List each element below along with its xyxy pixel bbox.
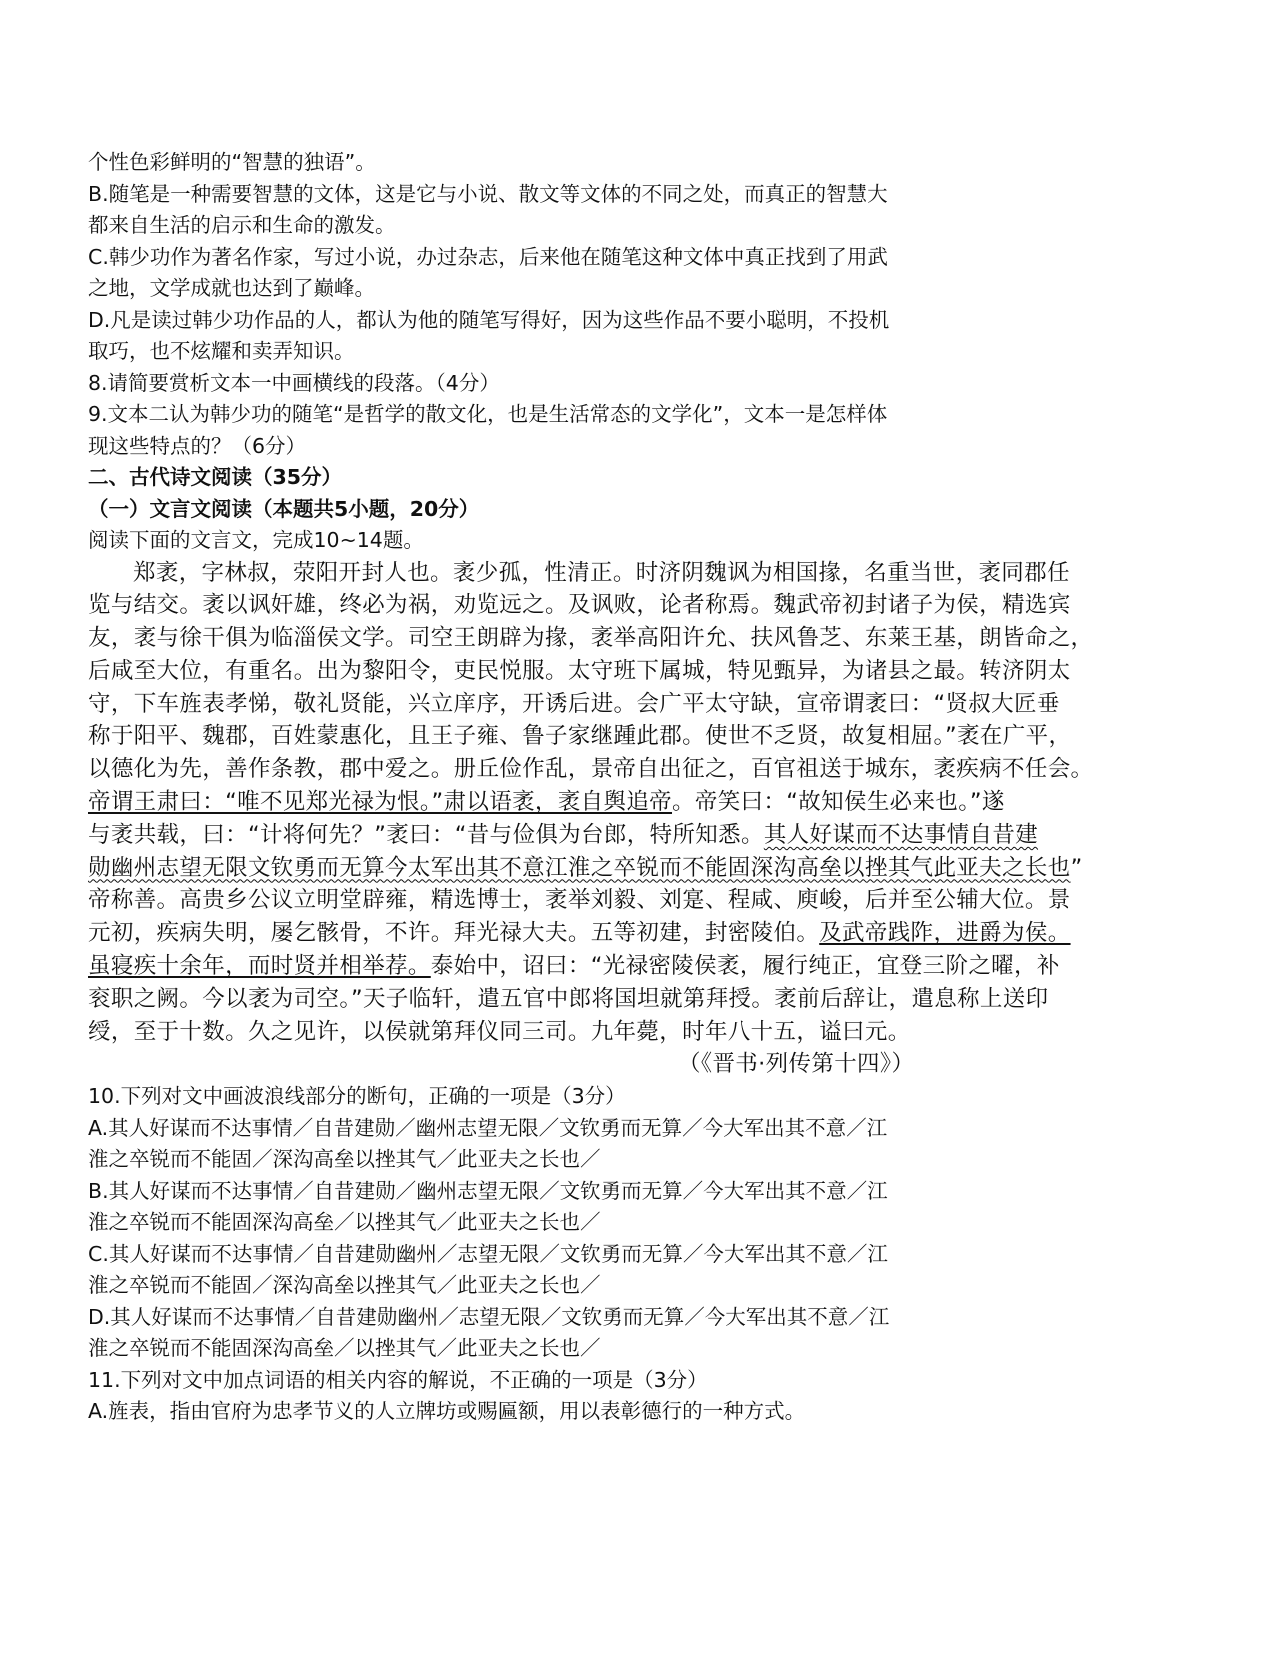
q7-option-c-line-2: 之地，文学成就也达到了巅峰。: [88, 276, 375, 300]
passage-line-4: 后咸至大位，有重名。出为黎阳令，吏民悦服。太守班下属城，特见甄异，为诸县之最。转济阴太: [88, 657, 1071, 684]
q10-option-a-line-2: 淮之卒锐而不能固／深沟高垒以挫其气／此亚夫之长也／: [88, 1147, 601, 1172]
reading-instruction: 阅读下面的文言文，完成10~14题。: [88, 528, 424, 552]
passage-line-2: 览与结交。袤以讽奸雄，终必为祸，劝览远之。及讽败，论者称焉。魏武帝初封诸子为侯，精选宾: [88, 592, 1071, 619]
q7-option-b-line-2: 都来自生活的启示和生命的激发。: [88, 213, 396, 237]
underlined-text: 及武帝践阼，进爵为侯。: [819, 920, 1071, 947]
q11-option-a: A.旌表，指由官府为忠孝节义的人立牌坊或赐匾额，用以表彰德行的一种方式。: [88, 1399, 806, 1424]
section-2-title: 二、古代诗文阅读（35分）: [88, 465, 343, 489]
question-8: 8.请简要赏析文本一中画横线的段落。（4分）: [88, 370, 500, 395]
passage-line-8: [88, 786, 1180, 819]
q10-option-b-line-2: 淮之卒锐而不能固深沟高垒／以挫其气／此亚夫之长也／: [88, 1210, 601, 1235]
subsection-1-title: （一）文言文阅读（本题共5小题，20分）: [88, 496, 480, 521]
q10-option-c-line-1: C.其人好谋而不达事情／自昔建勋幽州／志望无限／文钦勇而无算／今大军出其不意／江: [88, 1241, 888, 1266]
q7-option-b: [88, 179, 1180, 242]
q7-option-d: [88, 305, 1180, 368]
page-content: [88, 147, 1180, 1428]
passage-line-3: 友，袤与徐干俱为临淄侯文学。司空王朗辟为掾，袤举高阳许允、扶风鲁芝、东莱王基，朗皆命之，: [88, 625, 1094, 652]
passage-line-15: 绶，至于十数。久之见许，以侯就第拜仪同三司。九年薨，时年八十五，谥曰元。: [88, 1018, 911, 1045]
q10-option-d-line-1: D.其人好谋而不达事情／自昔建勋幽州／志望无限／文钦勇而无算／今大军出其不意／江: [88, 1304, 890, 1329]
plain-text: 泰始中，诏曰：“光禄密陵侯袤，履行纯正，宜登三阶之曜，补: [430, 953, 1060, 980]
wavy-underlined-text: 勋幽州志望无限文钦勇而无算今太军出其不意江淮之卒锐而不能固深沟高垒以挫其气此亚夫之长也: [88, 854, 1071, 881]
passage-source: （《晋书·列传第十四》）: [678, 1051, 915, 1078]
q7-option-d-line-2: 取巧，也不炫耀和卖弄知识。: [88, 339, 355, 363]
classical-passage: [88, 557, 1180, 1082]
q10-option-b-line-1: B.其人好谋而不达事情／自昔建勋／幽州志望无限／文钦勇而无算／今大军出其不意／江: [88, 1178, 888, 1203]
question-9-line-2: 现这些特点的？（6分）: [88, 433, 307, 458]
q7-option-b-line-1: B.随笔是一种需要智慧的文体，这是它与小说、散文等文体的不同之处，而真正的智慧大: [88, 181, 888, 206]
wavy-underlined-text: 其人好谋而不达事情自昔建: [763, 821, 1039, 848]
passage-line-14: 衮职之阙。今以袤为司空。”天子临轩，遣五官中郎将国坦就第拜授。袤前后辞让，遣息称上送印: [88, 985, 1049, 1012]
plain-text: ”: [1070, 854, 1083, 881]
passage-line-6: 称于阳平、魏郡，百姓蒙惠化，且王子雍、鲁子家继踵此郡。使世不乏贤，故复相屈。”袤在广平，: [88, 723, 1072, 750]
question-9: [88, 399, 1180, 462]
passage-line-1: 郑袤，字林叔，荥阳开封人也。袤少孤，性清正。时济阴魏讽为相国掾，名重当世，袤同郡任: [133, 559, 1070, 586]
q10-option-d-line-2: 淮之卒锐而不能固深沟高垒／以挫其气／此亚夫之长也／: [88, 1336, 601, 1361]
q10-option-c: [88, 1239, 1180, 1302]
q7-option-c-line-1: C.韩少功作为著名作家，写过小说，办过杂志，后来他在随笔这种文体中真正找到了用武: [88, 244, 888, 269]
underlined-text: 虽寝疾十余年，而时贤并相举荐。: [88, 953, 431, 980]
plain-text: 元初，疾病失明，屡乞骸骨，不许。拜光禄大夫。五等初建，封密陵伯。: [88, 920, 820, 947]
q10-option-c-line-2: 淮之卒锐而不能固／深沟高垒以挫其气／此亚夫之长也／: [88, 1273, 601, 1298]
question-9-line-1: 9.文本二认为韩少功的随笔“是哲学的散文化，也是生活常态的文学化”，文本一是怎样体: [88, 402, 888, 426]
passage-line-11: 帝称善。高贵乡公议立明堂辟雍，精选博士，袤举刘毅、刘寔、程咸、庾峻，后并至公辅大位。景: [88, 887, 1071, 914]
q7-option-d-line-1: D.凡是读过韩少功作品的人，都认为他的随笔写得好，因为这些作品不要小聪明，不投机: [88, 307, 890, 332]
q7-continuation: 个性色彩鲜明的“智慧的独语”。: [88, 150, 376, 174]
q10-option-b: [88, 1176, 1180, 1239]
passage-line-10: [88, 852, 1180, 885]
passage-line-5: 守，下车旌表孝悌，敬礼贤能，兴立庠序，开诱后进。会广平太守缺，宣帝谓袤曰：“贤叔大匠垂: [88, 690, 1060, 717]
passage-line-7: 以德化为先，善作条教，郡中爱之。册丘俭作乱，景帝自出征之，百官祖送于城东，袤疾病不任会。: [88, 756, 1094, 783]
q10-option-d: [88, 1302, 1180, 1365]
q7-option-c: [88, 242, 1180, 305]
passage-line-12: [88, 917, 1180, 950]
plain-text: 与袤共载，曰：“计将何先？”袤曰：“昔与俭俱为台郎，特所知悉。: [88, 821, 764, 848]
q10-option-a: [88, 1113, 1180, 1176]
passage-line-9: [88, 819, 1180, 852]
passage-line-13: [88, 950, 1180, 983]
plain-text: 。帝笑曰：“故知侯生必来也。”遂: [672, 789, 1005, 816]
question-11-stem: 11.下列对文中加点词语的相关内容的解说，不正确的一项是（3分）: [88, 1367, 708, 1392]
underlined-text: 帝谓王肃曰：“唯不见郑光禄为恨。”肃以语袤，袤自舆追帝: [88, 789, 673, 816]
question-10-stem: 10.下列对文中画波浪线部分的断句，正确的一项是（3分）: [88, 1084, 626, 1109]
q10-option-a-line-1: A.其人好谋而不达事情／自昔建勋／幽州志望无限／文钦勇而无算／今大军出其不意／江: [88, 1115, 888, 1140]
